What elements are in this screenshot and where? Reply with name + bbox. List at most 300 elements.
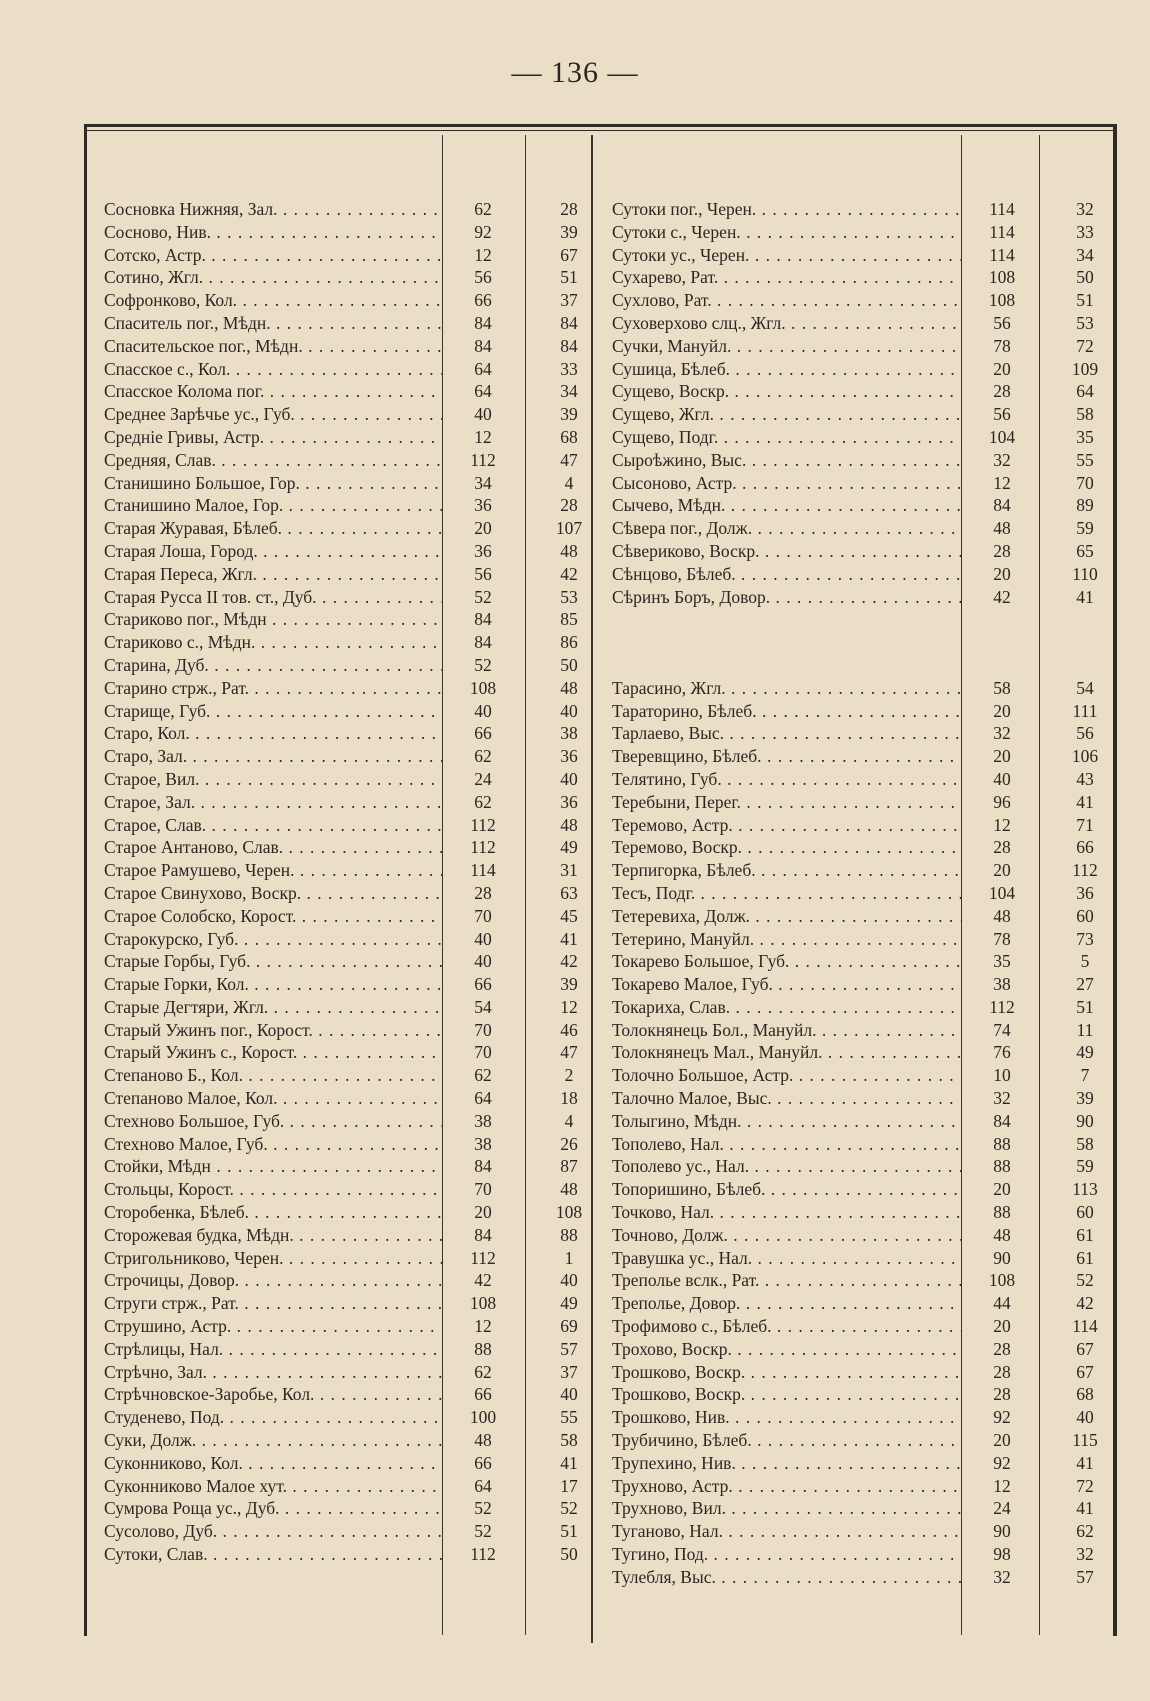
column-a-value: 20 xyxy=(993,1430,1011,1451)
list-item xyxy=(104,335,614,358)
list-item xyxy=(612,1452,1127,1475)
column-a-value: 36 xyxy=(474,495,492,516)
column-a-value: 40 xyxy=(474,951,492,972)
place-name: Трошково, Нив. . . . xyxy=(612,1406,962,1429)
column-a-value: 28 xyxy=(993,1338,1011,1359)
column-a-value: 20 xyxy=(993,746,1011,767)
place-name: Старая Лоша, Город. . . . xyxy=(104,540,442,563)
place-name: Тетеревиха, Долж. . . . xyxy=(612,905,962,928)
column-a-value: 40 xyxy=(474,928,492,949)
column-a-value: 32 xyxy=(993,449,1011,470)
place-name: Старый Ужинъ пог., Корост. . . . xyxy=(104,1019,442,1042)
column-b-value: 108 xyxy=(555,1202,583,1223)
column-a-value: 84 xyxy=(474,335,492,356)
place-name: Старо, Зал. . . . xyxy=(104,745,442,768)
list-item xyxy=(612,722,1127,745)
column-b-value: 5 xyxy=(1080,951,1090,972)
column-b-value: 17 xyxy=(560,1475,578,1496)
column-b-value: 1 xyxy=(564,1247,574,1268)
place-name: Старая Переса, Жгл. . . . xyxy=(104,563,442,586)
column-b-value: 84 xyxy=(560,312,578,333)
column-a-value: 62 xyxy=(474,1065,492,1086)
column-b-value: 42 xyxy=(1076,1293,1094,1314)
column-b-value: 39 xyxy=(560,221,578,242)
place-name: Треполье, Довор. . . . xyxy=(612,1292,962,1315)
list-item xyxy=(612,1201,1127,1224)
list-item xyxy=(104,221,614,244)
place-name: Сутоки ус., Черен. . . . xyxy=(612,244,962,267)
place-name: Сухарево, Рат. . . . xyxy=(612,266,962,289)
column-a-value: 88 xyxy=(993,1133,1011,1154)
list-item xyxy=(104,1452,614,1475)
column-b-value: 33 xyxy=(560,358,578,379)
column-b-value: 53 xyxy=(560,586,578,607)
place-name: Трубичино, Бѣлеб. . . . xyxy=(612,1429,962,1452)
right-column xyxy=(612,198,1127,1589)
column-b-value: 18 xyxy=(560,1088,578,1109)
column-b-value: 38 xyxy=(560,723,578,744)
column-a-value: 12 xyxy=(474,1316,492,1337)
list-item xyxy=(104,380,614,403)
place-name: Толокнянець Бол., Мануйл. . . . xyxy=(612,1019,962,1042)
column-a-value: 20 xyxy=(993,1316,1011,1337)
column-a-value: 34 xyxy=(474,472,492,493)
column-a-value: 12 xyxy=(993,1475,1011,1496)
column-a-value: 108 xyxy=(988,267,1016,288)
list-item xyxy=(104,1019,614,1042)
list-item xyxy=(104,1292,614,1315)
place-name: Старые Дегтяри, Жгл. . . . xyxy=(104,996,442,1019)
column-a-value: 84 xyxy=(474,1156,492,1177)
list-item xyxy=(104,1247,614,1270)
place-name: Старино стрж., Рат. . . . xyxy=(104,677,442,700)
place-name: Точново, Долж. . . . xyxy=(612,1224,962,1247)
list-item xyxy=(104,1361,614,1384)
list-item xyxy=(612,1178,1127,1201)
column-a-value: 32 xyxy=(993,1566,1011,1587)
column-a-value: 62 xyxy=(474,746,492,767)
column-b-value: 31 xyxy=(560,860,578,881)
place-name: Сѣнцово, Бѣлеб. . . . xyxy=(612,563,962,586)
place-name: Старые Горки, Кол. . . . xyxy=(104,973,442,996)
column-b-value: 62 xyxy=(1076,1521,1094,1542)
place-name: Толыгино, Мѣдн. . . . xyxy=(612,1110,962,1133)
place-name: Стольцы, Корост. . . . xyxy=(104,1178,442,1201)
column-a-value: 38 xyxy=(474,1110,492,1131)
list-item xyxy=(104,1429,614,1452)
list-item xyxy=(612,221,1127,244)
place-name: Сосново, Нив. . . . xyxy=(104,221,442,244)
place-name: Тверевщино, Бѣлеб. . . . xyxy=(612,745,962,768)
column-b-value: 45 xyxy=(560,905,578,926)
place-name: Тетерино, Мануйл. . . . xyxy=(612,928,962,951)
column-b-value: 48 xyxy=(560,1179,578,1200)
column-a-value: 28 xyxy=(993,1384,1011,1405)
column-b-value: 26 xyxy=(560,1133,578,1154)
column-a-value: 70 xyxy=(474,1179,492,1200)
column-a-value: 108 xyxy=(469,1293,497,1314)
place-name: Треполье вслк., Рат. . . . xyxy=(612,1269,962,1292)
list-item xyxy=(612,996,1127,1019)
list-item xyxy=(104,722,614,745)
list-item xyxy=(104,1475,614,1498)
column-b-value: 32 xyxy=(1076,199,1094,219)
place-name: Тугино, Под. . . . xyxy=(612,1543,962,1566)
place-name: Старое, Слав. . . . xyxy=(104,814,442,837)
column-b-value: 49 xyxy=(560,1293,578,1314)
column-b-value: 42 xyxy=(560,563,578,584)
list-item xyxy=(612,1566,1127,1589)
list-item xyxy=(104,494,614,517)
place-name: Сущево, Подг. . . . xyxy=(612,426,962,449)
column-a-value: 66 xyxy=(474,974,492,995)
column-b-value: 48 xyxy=(560,677,578,698)
column-b-value: 43 xyxy=(1076,768,1094,789)
list-item xyxy=(612,1247,1127,1270)
list-item xyxy=(104,1338,614,1361)
column-b-value: 68 xyxy=(560,426,578,447)
place-name: Старое Антаново, Слав. . . . xyxy=(104,836,442,859)
place-name: Толокнянецъ Мал., Мануйл. . . . xyxy=(612,1041,962,1064)
place-name: Старина, Дуб. . . . xyxy=(104,654,442,677)
place-name: Суховерхово слц., Жгл. . . . xyxy=(612,312,962,335)
place-name: Строчицы, Довор. . . . xyxy=(104,1269,442,1292)
column-b-value: 90 xyxy=(1076,1110,1094,1131)
column-a-value: 76 xyxy=(993,1042,1011,1063)
column-b-value: 63 xyxy=(560,882,578,903)
column-a-value: 66 xyxy=(474,1452,492,1473)
column-a-value: 96 xyxy=(993,791,1011,812)
column-a-value: 36 xyxy=(474,540,492,561)
list-item xyxy=(104,426,614,449)
place-name: Спасское с., Кол. . . . xyxy=(104,358,442,381)
list-item xyxy=(612,563,1127,586)
place-name: Среднее Зарѣчье ус., Губ. . . . xyxy=(104,403,442,426)
column-b-value: 40 xyxy=(560,768,578,789)
place-name: Спаситель пог., Мѣдн. . . . xyxy=(104,312,442,335)
column-a-value: 42 xyxy=(474,1270,492,1291)
column-b-value: 11 xyxy=(1076,1019,1094,1040)
column-b-value: 41 xyxy=(560,928,578,949)
list-item xyxy=(612,403,1127,426)
place-name: Спасительское пог., Мѣдн. . . . xyxy=(104,335,442,358)
column-a-value: 70 xyxy=(474,905,492,926)
list-item xyxy=(104,1520,614,1543)
column-b-value: 57 xyxy=(1076,1566,1094,1587)
column-a-value: 62 xyxy=(474,199,492,219)
column-a-value: 92 xyxy=(993,1452,1011,1473)
column-a-value: 104 xyxy=(988,426,1016,447)
column-b-value: 88 xyxy=(560,1224,578,1245)
list-item xyxy=(104,654,614,677)
column-b-value: 37 xyxy=(560,1361,578,1382)
column-b-value: 40 xyxy=(560,700,578,721)
list-item xyxy=(612,677,1127,700)
place-name: Тараторино, Бѣлеб. . . . xyxy=(612,700,962,723)
column-a-value: 20 xyxy=(993,700,1011,721)
place-name: Старище, Губ. . . . xyxy=(104,700,442,723)
column-b-value: 32 xyxy=(1076,1544,1094,1565)
list-item xyxy=(612,1429,1127,1452)
column-a-value: 114 xyxy=(989,244,1015,265)
list-item xyxy=(612,472,1127,495)
place-name: Токариха, Слав. . . . xyxy=(612,996,962,1019)
list-item xyxy=(612,1019,1127,1042)
column-a-value: 74 xyxy=(993,1019,1011,1040)
place-name: Стариково пог., Мѣдн . . . xyxy=(104,608,442,631)
column-a-value: 38 xyxy=(474,1133,492,1154)
list-item xyxy=(104,472,614,495)
list-item xyxy=(612,1224,1127,1247)
list-item xyxy=(612,1406,1127,1429)
list-item xyxy=(612,1361,1127,1384)
column-a-value: 20 xyxy=(993,1179,1011,1200)
place-name: Стариково с., Мѣдн. . . . xyxy=(104,631,442,654)
place-name: Суконниково Малое хут. . . . xyxy=(104,1475,442,1498)
column-a-value: 52 xyxy=(474,1521,492,1542)
column-a-value: 56 xyxy=(474,563,492,584)
list-item xyxy=(612,814,1127,837)
place-name: Средняя, Слав. . . . xyxy=(104,449,442,472)
place-name: Струшино, Астр. . . . xyxy=(104,1315,442,1338)
column-a-value: 62 xyxy=(474,791,492,812)
column-b-value: 12 xyxy=(560,996,578,1017)
place-name: Старое Солобско, Корост. . . . xyxy=(104,905,442,928)
place-name: Станишино Малое, Гор. . . . xyxy=(104,494,442,517)
place-name: Трупехино, Нив. . . . xyxy=(612,1452,962,1475)
place-name: Спасское Колома пог. . . . xyxy=(104,380,442,403)
column-b-value: 47 xyxy=(560,1042,578,1063)
column-a-value: 12 xyxy=(993,814,1011,835)
column-b-value: 55 xyxy=(1076,449,1094,470)
list-item xyxy=(104,403,614,426)
column-b-value: 35 xyxy=(1076,426,1094,447)
column-a-value: 28 xyxy=(993,381,1011,402)
list-item xyxy=(612,836,1127,859)
column-b-value: 50 xyxy=(560,654,578,675)
column-a-value: 20 xyxy=(474,518,492,539)
list-item xyxy=(104,608,614,631)
column-a-value: 114 xyxy=(470,860,496,881)
column-b-value: 111 xyxy=(1072,700,1098,721)
place-name: Теремово, Воскр. . . . xyxy=(612,836,962,859)
list-item xyxy=(104,768,614,791)
list-item xyxy=(104,1269,614,1292)
list-item xyxy=(104,996,614,1019)
column-a-value: 112 xyxy=(470,837,496,858)
place-name: Стрѣчно, Зал. . . . xyxy=(104,1361,442,1384)
column-b-value: 68 xyxy=(1076,1384,1094,1405)
column-b-value: 58 xyxy=(1076,404,1094,425)
place-name: Терпигорка, Бѣлеб. . . . xyxy=(612,859,962,882)
column-a-value: 66 xyxy=(474,723,492,744)
column-a-value: 84 xyxy=(474,1224,492,1245)
column-a-value: 84 xyxy=(474,312,492,333)
column-a-value: 70 xyxy=(474,1042,492,1063)
column-a-value: 112 xyxy=(470,1247,496,1268)
list-item xyxy=(612,973,1127,996)
column-a-value: 28 xyxy=(993,540,1011,561)
column-b-value: 42 xyxy=(560,951,578,972)
column-a-value: 52 xyxy=(474,586,492,607)
list-item xyxy=(612,928,1127,951)
place-name: Толочно Большое, Астр. . . . xyxy=(612,1064,962,1087)
column-a-value: 32 xyxy=(993,723,1011,744)
column-b-value: 36 xyxy=(560,746,578,767)
list-item xyxy=(612,745,1127,768)
column-b-value: 67 xyxy=(560,244,578,265)
place-name: Сущево, Жгл. . . . xyxy=(612,403,962,426)
column-a-value: 20 xyxy=(474,1202,492,1223)
column-a-value: 78 xyxy=(993,928,1011,949)
list-item xyxy=(612,1315,1127,1338)
column-b-value: 39 xyxy=(560,974,578,995)
list-item xyxy=(612,380,1127,403)
list-item xyxy=(104,882,614,905)
column-b-value: 41 xyxy=(560,1452,578,1473)
column-a-value: 28 xyxy=(474,882,492,903)
column-b-value: 113 xyxy=(1072,1179,1098,1200)
column-a-value: 108 xyxy=(988,1270,1016,1291)
column-b-value: 34 xyxy=(1076,244,1094,265)
place-name: Софронково, Кол. . . . xyxy=(104,289,442,312)
place-name: Сосновка Нижняя, Зал. . . . xyxy=(104,198,442,221)
section-gap xyxy=(612,608,1127,631)
column-b-value: 112 xyxy=(1072,860,1098,881)
place-name: Трошково, Воскр. . . . xyxy=(612,1383,962,1406)
column-a-value: 40 xyxy=(993,768,1011,789)
place-name: Стригольниково, Черен. . . . xyxy=(104,1247,442,1270)
list-item xyxy=(612,540,1127,563)
column-a-value: 64 xyxy=(474,1088,492,1109)
column-a-value: 48 xyxy=(993,1224,1011,1245)
column-a-value: 64 xyxy=(474,1475,492,1496)
place-name: Сотско, Астр. . . . xyxy=(104,244,442,267)
column-a-value: 114 xyxy=(989,199,1015,219)
column-b-value: 86 xyxy=(560,632,578,653)
column-a-value: 104 xyxy=(988,882,1016,903)
list-item xyxy=(612,905,1127,928)
column-a-value: 35 xyxy=(993,951,1011,972)
column-b-value: 85 xyxy=(560,609,578,630)
place-name: Сѣвериково, Воскр. . . . xyxy=(612,540,962,563)
column-b-value: 40 xyxy=(560,1270,578,1291)
column-b-value: 36 xyxy=(1076,882,1094,903)
place-name: Точково, Нал. . . . xyxy=(612,1201,962,1224)
place-name: Степаново Малое, Кол. . . . xyxy=(104,1087,442,1110)
column-b-value: 61 xyxy=(1076,1247,1094,1268)
column-a-value: 84 xyxy=(474,632,492,653)
list-item xyxy=(612,358,1127,381)
place-name: Телятино, Губ. . . . xyxy=(612,768,962,791)
column-a-value: 90 xyxy=(993,1521,1011,1542)
column-b-value: 33 xyxy=(1076,221,1094,242)
place-name: Сутоки, Слав. . . . xyxy=(104,1543,442,1566)
place-name: Сѣринъ Боръ, Довор. . . . xyxy=(612,586,962,609)
column-b-value: 58 xyxy=(1076,1133,1094,1154)
column-b-value: 58 xyxy=(560,1430,578,1451)
column-a-value: 92 xyxy=(474,221,492,242)
list-item xyxy=(612,791,1127,814)
list-item xyxy=(104,631,614,654)
column-b-value: 107 xyxy=(555,518,583,539)
column-a-value: 112 xyxy=(989,996,1015,1017)
list-item xyxy=(612,1497,1127,1520)
column-a-value: 28 xyxy=(993,1361,1011,1382)
column-b-value: 49 xyxy=(1076,1042,1094,1063)
place-name: Тесъ, Подг. . . . xyxy=(612,882,962,905)
list-item xyxy=(612,950,1127,973)
column-a-value: 12 xyxy=(474,244,492,265)
column-a-value: 88 xyxy=(474,1338,492,1359)
place-name: Старое, Зал. . . . xyxy=(104,791,442,814)
list-item xyxy=(104,1406,614,1429)
place-name: Талочно Малое, Выс. . . . xyxy=(612,1087,962,1110)
place-name: Старый Ужинъ с., Корост. . . . xyxy=(104,1041,442,1064)
column-a-value: 10 xyxy=(993,1065,1011,1086)
column-b-value: 37 xyxy=(560,290,578,311)
list-item xyxy=(612,1383,1127,1406)
place-name: Стрѣчновское-Заробье, Кол. . . . xyxy=(104,1383,442,1406)
column-a-value: 54 xyxy=(474,996,492,1017)
column-a-value: 62 xyxy=(474,1361,492,1382)
place-name: Старое Рамушево, Черен. . . . xyxy=(104,859,442,882)
place-name: Сухлово, Рат. . . . xyxy=(612,289,962,312)
column-b-value: 51 xyxy=(1076,290,1094,311)
list-item xyxy=(104,1110,614,1133)
list-item xyxy=(612,312,1127,335)
column-b-value: 41 xyxy=(1076,791,1094,812)
column-a-value: 48 xyxy=(474,1430,492,1451)
place-name: Старое, Вил. . . . xyxy=(104,768,442,791)
list-item xyxy=(612,859,1127,882)
list-item xyxy=(612,586,1127,609)
list-item xyxy=(104,1315,614,1338)
place-name: Трухново, Астр. . . . xyxy=(612,1475,962,1498)
place-name: Старокурско, Губ. . . . xyxy=(104,928,442,951)
column-b-value: 28 xyxy=(560,495,578,516)
column-a-value: 40 xyxy=(474,404,492,425)
column-a-value: 56 xyxy=(993,312,1011,333)
column-a-value: 98 xyxy=(993,1544,1011,1565)
column-a-value: 56 xyxy=(474,267,492,288)
column-a-value: 84 xyxy=(993,1110,1011,1131)
column-b-value: 89 xyxy=(1076,495,1094,516)
place-name: Суконниково, Кол. . . . xyxy=(104,1452,442,1475)
list-item xyxy=(104,1383,614,1406)
column-a-value: 28 xyxy=(993,837,1011,858)
list-item xyxy=(104,1497,614,1520)
column-a-value: 64 xyxy=(474,358,492,379)
column-b-value: 54 xyxy=(1076,677,1094,698)
column-b-value: 59 xyxy=(1076,518,1094,539)
place-name: Трухново, Вил. . . . xyxy=(612,1497,962,1520)
place-name: Стехново Малое, Губ. . . . xyxy=(104,1133,442,1156)
column-b-value: 52 xyxy=(560,1498,578,1519)
place-name: Сушица, Бѣлеб. . . . xyxy=(612,358,962,381)
place-name: Топоришино, Бѣлеб. . . . xyxy=(612,1178,962,1201)
place-name: Старые Горбы, Губ. . . . xyxy=(104,950,442,973)
place-name: Трофимово с., Бѣлеб. . . . xyxy=(612,1315,962,1338)
column-b-value: 110 xyxy=(1072,563,1098,584)
list-item xyxy=(104,700,614,723)
column-a-value: 48 xyxy=(993,518,1011,539)
list-item xyxy=(104,1201,614,1224)
place-name: Сторобенка, Бѣлеб. . . . xyxy=(104,1201,442,1224)
list-item xyxy=(612,335,1127,358)
list-item xyxy=(612,1338,1127,1361)
place-name: Сычево, Мѣдн. . . . xyxy=(612,494,962,517)
